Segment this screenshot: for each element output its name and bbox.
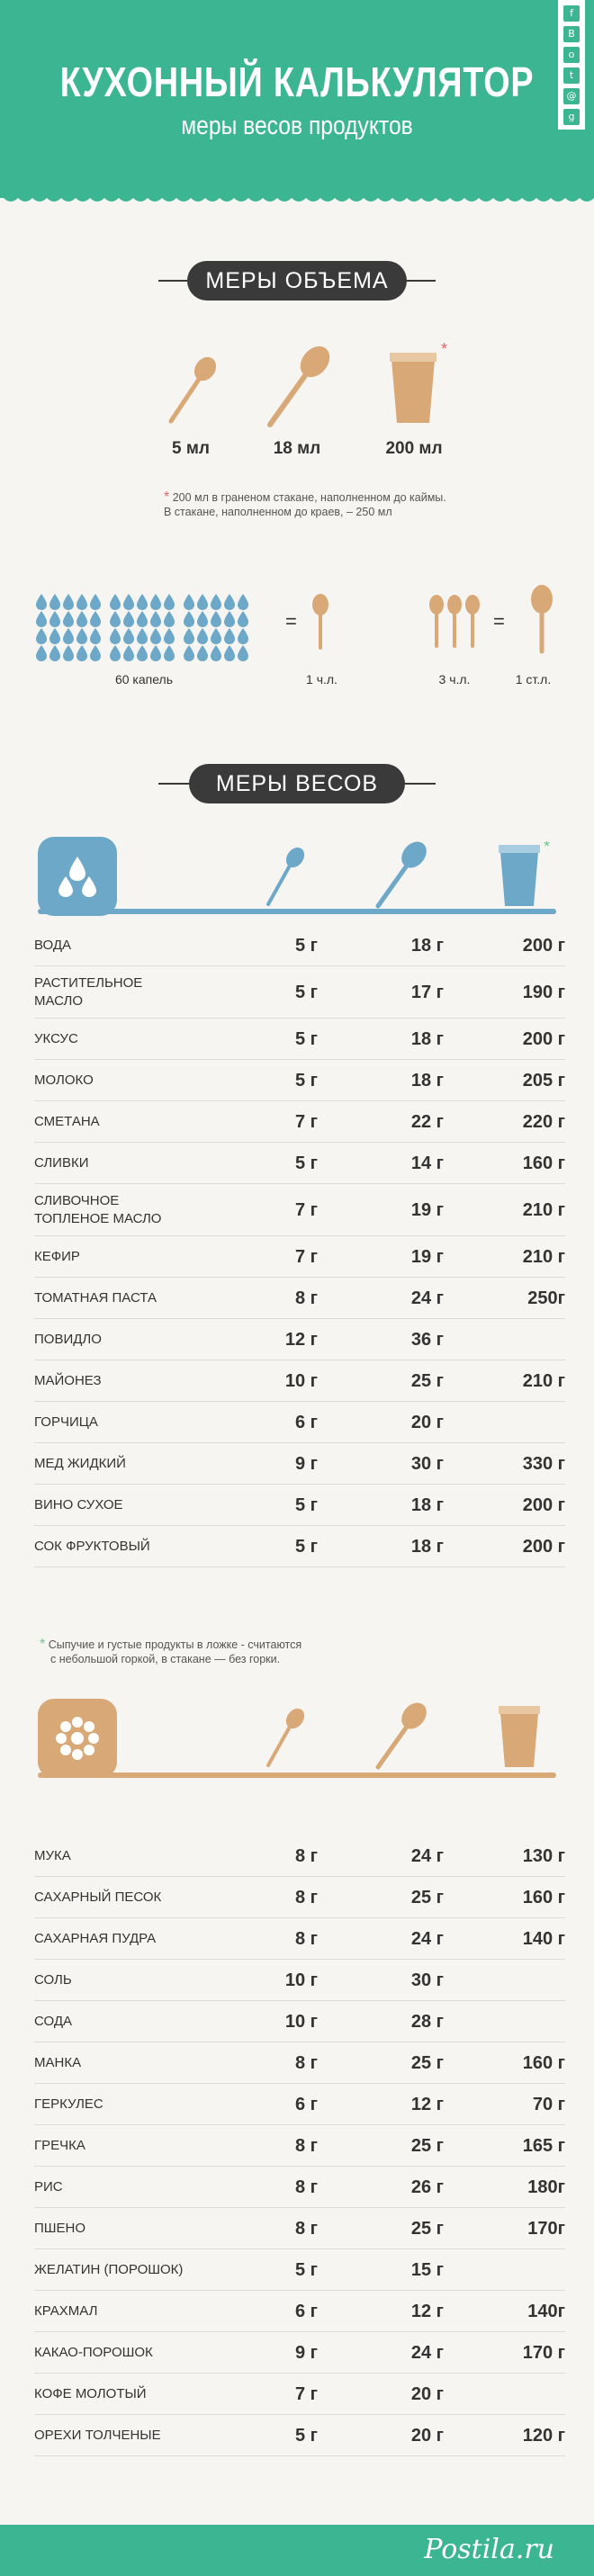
drop-mark <box>164 628 175 644</box>
tsp-weight: 6 г <box>294 2301 318 2321</box>
tbsp-weight: 25 г <box>410 1370 444 1391</box>
liquids-column-icons <box>243 841 585 913</box>
glass-weight: 160 г <box>522 2052 565 2073</box>
drop-mark <box>197 628 208 644</box>
drop-mark <box>238 645 248 661</box>
glass-weight: 140г <box>527 2301 565 2321</box>
drop-mark <box>224 645 235 661</box>
tsp-weight: 5 г <box>294 2425 318 2446</box>
drop-mark <box>76 611 87 627</box>
drop-mark <box>110 611 121 627</box>
tbsp-weight: 12 г <box>410 2301 444 2321</box>
footer-bar <box>0 2525 594 2576</box>
glass-weight <box>507 1319 565 1360</box>
table-row <box>34 1101 565 1143</box>
glass-weight: 130 г <box>522 1845 565 1866</box>
glass-weight: 250г <box>527 1288 565 1308</box>
product-name: УКСУС <box>34 1031 78 1046</box>
tbsp-weight: 18 г <box>410 1028 444 1049</box>
product-name: САХАРНАЯ ПУДРА <box>34 1931 157 1946</box>
drops-icon <box>36 594 248 661</box>
tbsp-weight: 18 г <box>410 935 444 956</box>
table-row <box>34 2208 565 2249</box>
tbsp-weight: 18 г <box>410 1070 444 1091</box>
header-wave-edge <box>0 194 594 207</box>
volume-footnote <box>164 490 461 519</box>
glass-weight: 200 г <box>522 935 565 956</box>
product-name: МАНКА <box>34 2055 82 2070</box>
drop-mark <box>238 628 248 644</box>
glass-weight <box>507 2374 565 2415</box>
dry-category-icon <box>38 1699 117 1778</box>
product-name: ВИНО СУХОЕ <box>34 1497 123 1512</box>
drop-mark <box>36 611 47 627</box>
tbsp-weight: 18 г <box>410 1536 444 1557</box>
tbsp-weight: 30 г <box>410 1453 444 1474</box>
drop-mark <box>110 645 121 661</box>
table-row <box>34 1184 565 1236</box>
glass-weight: 210 г <box>522 1370 565 1391</box>
teaspoon-icon <box>268 1705 308 1765</box>
drop-mark <box>110 594 121 610</box>
odnoklassniki-icon[interactable]: о <box>563 47 580 63</box>
table-row <box>34 2125 565 2167</box>
product-name: РИС <box>34 2179 63 2195</box>
product-name: ТОМАТНАЯ ПАСТА <box>34 1290 157 1306</box>
drop-mark <box>63 611 74 627</box>
footnote-line-2: В стакане, наполненном до краев, – 250 мл <box>164 506 392 518</box>
glass-weight: 180г <box>527 2177 565 2197</box>
tablespoon-icon <box>270 342 336 425</box>
drop-mark <box>150 628 161 644</box>
glass-weight: 205 г <box>522 1070 565 1091</box>
drop-mark <box>137 611 148 627</box>
table-row <box>34 1918 565 1960</box>
volume-section-title: МЕРЫ ОБЪЕМА <box>187 261 407 301</box>
glass-weight: 170г <box>527 2218 565 2239</box>
glass-weight: 200 г <box>522 1494 565 1515</box>
drop-mark <box>36 628 47 644</box>
drop-mark <box>211 594 221 610</box>
drop-mark <box>76 628 87 644</box>
measure-label-tsp: 5 мл <box>172 439 210 458</box>
teaspoon-icon <box>171 353 220 421</box>
drop-mark <box>50 628 60 644</box>
drop-mark <box>123 611 134 627</box>
drop-mark <box>164 645 175 661</box>
teaspoon-icon <box>312 594 328 648</box>
product-name: СОК ФРУКТОВЫЙ <box>34 1539 150 1554</box>
glass-weight: 210 г <box>522 1199 565 1220</box>
three-teaspoons-icon <box>429 595 480 646</box>
social-share-bar <box>558 0 585 130</box>
table-row <box>34 1443 565 1485</box>
drop-mark <box>197 594 208 610</box>
tsp-weight: 5 г <box>294 982 318 1002</box>
page-title: КУХОННЫЙ КАЛЬКУЛЯТОР <box>59 58 535 105</box>
mailru-icon[interactable]: @ <box>563 88 580 104</box>
tbsp-weight: 22 г <box>410 1111 444 1132</box>
product-name: КЕФИР <box>34 1249 80 1264</box>
table-row <box>34 925 565 966</box>
table-row <box>34 1526 565 1567</box>
tbsp-weight: 20 г <box>410 2383 444 2404</box>
table-row <box>34 2249 565 2291</box>
product-name: ГОРЧИЦА <box>34 1414 98 1430</box>
tsp-weight: 5 г <box>294 935 318 956</box>
product-name: ВОДА <box>34 938 72 953</box>
drop-mark <box>123 628 134 644</box>
drop-mark <box>110 628 121 644</box>
tbsp-weight: 12 г <box>410 2094 444 2114</box>
drop-mark <box>137 645 148 661</box>
tsp-weight: 9 г <box>294 2342 318 2363</box>
tbsp-weight: 25 г <box>410 1887 444 1907</box>
brand-logo[interactable]: Postila.ru <box>424 2534 554 2565</box>
tsp-weight: 8 г <box>294 2135 318 2156</box>
footnote-line-1: Сыпучие и густые продукты в ложке - считаются <box>48 1638 302 1651</box>
drop-mark <box>211 645 221 661</box>
table-row <box>34 1960 565 2001</box>
drop-mark <box>90 628 101 644</box>
liquid-category-icon <box>38 837 117 916</box>
product-name: МУКА <box>34 1848 71 1863</box>
tbsp-weight: 25 г <box>410 2135 444 2156</box>
drop-mark <box>90 594 101 610</box>
tablespoon-icon <box>378 1702 431 1767</box>
glass-weight: 190 г <box>522 982 565 1002</box>
glass-weight: 200 г <box>522 1028 565 1049</box>
drop-mark <box>238 594 248 610</box>
drop-mark <box>164 594 175 610</box>
row-divider <box>34 2455 565 2456</box>
drop-mark <box>184 594 194 610</box>
vk-icon[interactable]: В <box>563 26 580 42</box>
table-row <box>34 1278 565 1319</box>
drop-mark <box>224 594 235 610</box>
tbsp-weight: 24 г <box>410 2342 444 2363</box>
drop-mark <box>224 611 235 627</box>
drop-mark <box>184 628 194 644</box>
drop-mark <box>90 645 101 661</box>
measure-label-tbsp: 18 мл <box>273 439 321 458</box>
tbsp-weight: 19 г <box>410 1199 444 1220</box>
drop-mark <box>238 611 248 627</box>
footnote-line-1: 200 мл в граненом стакане, наполненном до каймы. <box>172 491 446 504</box>
table-row <box>34 2167 565 2208</box>
product-name: СМЕТАНА <box>34 1114 100 1129</box>
product-name: ПШЕНО <box>34 2221 86 2236</box>
asterisk-mark: * <box>544 841 551 856</box>
table-row <box>34 1402 565 1443</box>
dry-column-icons <box>243 1702 585 1774</box>
table-row <box>34 1877 565 1918</box>
glass-weight: 165 г <box>522 2135 565 2156</box>
table-row <box>34 1236 565 1278</box>
tbsp-weight: 14 г <box>410 1153 444 1173</box>
product-name: СЛИВОЧНОЕ ТОПЛЕНОЕ МАСЛО <box>34 1193 162 1226</box>
facebook-icon[interactable]: f <box>563 5 580 22</box>
glass-weight <box>507 1402 565 1443</box>
weights-section-title: МЕРЫ ВЕСОВ <box>189 764 405 803</box>
glass-weight: 120 г <box>522 2425 565 2446</box>
drop-mark <box>211 611 221 627</box>
asterisk-mark: * <box>441 342 448 358</box>
tbsp-weight: 17 г <box>410 982 444 1002</box>
three-tsp-label: 3 ч.л. <box>438 672 471 687</box>
tsp-weight: 8 г <box>294 1288 318 1308</box>
tsp-weight: 8 г <box>294 2177 318 2197</box>
product-name: СОЛЬ <box>34 1972 72 1988</box>
table-row <box>34 2042 565 2084</box>
table-row <box>34 2332 565 2374</box>
tablespoon-icon <box>378 841 431 906</box>
glass-icon <box>499 845 540 906</box>
tsp-weight: 5 г <box>294 1494 318 1515</box>
tbsp-weight: 20 г <box>410 1412 444 1432</box>
drop-mark <box>63 628 74 644</box>
drop-mark <box>63 594 74 610</box>
tsp-weight: 8 г <box>294 2052 318 2073</box>
tsp-weight: 12 г <box>284 1329 318 1350</box>
drop-mark <box>224 628 235 644</box>
drops-equivalence-illustration <box>36 576 567 666</box>
tbsp-weight: 18 г <box>410 1494 444 1515</box>
drop-mark <box>197 645 208 661</box>
tsp-equiv-label: 1 ч.л. <box>306 672 338 687</box>
tsp-weight: 10 г <box>284 1370 318 1391</box>
drop-mark <box>184 645 194 661</box>
volume-measures-illustration <box>135 342 459 441</box>
drop-mark <box>76 645 87 661</box>
product-name: ЖЕЛАТИН (ПОРОШОК) <box>34 2262 184 2277</box>
tbsp-weight: 20 г <box>410 2425 444 2446</box>
drop-mark <box>150 594 161 610</box>
table-row <box>34 1019 565 1060</box>
tbsp-weight: 19 г <box>410 1246 444 1267</box>
tsp-weight: 8 г <box>294 1845 318 1866</box>
table-row <box>34 1143 565 1184</box>
tsp-weight: 7 г <box>294 1246 318 1267</box>
page-subtitle: меры весов продуктов <box>181 112 413 140</box>
measure-label-glass: 200 мл <box>385 439 443 458</box>
product-name: МЕД ЖИДКИЙ <box>34 1456 126 1471</box>
tbsp-weight: 24 г <box>410 1288 444 1308</box>
table-row <box>34 2415 565 2456</box>
drop-mark <box>50 611 60 627</box>
water-drops-icon <box>38 837 117 916</box>
twitter-icon[interactable]: t <box>563 67 580 84</box>
product-name: СОДА <box>34 2014 73 2029</box>
drop-mark <box>90 611 101 627</box>
tsp-weight: 9 г <box>294 1453 318 1474</box>
tbsp-weight: 25 г <box>410 2052 444 2073</box>
tbsp-weight: 24 г <box>410 1845 444 1866</box>
drop-mark <box>50 594 60 610</box>
grains-icon <box>38 1699 117 1778</box>
tsp-weight: 8 г <box>294 2218 318 2239</box>
glass-weight <box>507 1960 565 2001</box>
tbsp-weight: 36 г <box>410 1329 444 1350</box>
drop-mark <box>63 645 74 661</box>
weights-footnote <box>40 1638 400 1666</box>
drop-mark <box>36 594 47 610</box>
google-plus-icon[interactable]: g <box>563 109 580 125</box>
tsp-weight: 7 г <box>294 1111 318 1132</box>
glass-weight: 160 г <box>522 1887 565 1907</box>
drops-label: 60 капель <box>114 672 174 687</box>
table-row <box>34 2084 565 2125</box>
tsp-weight: 5 г <box>294 1028 318 1049</box>
product-name: ОРЕХИ ТОЛЧЕНЫЕ <box>34 2428 161 2443</box>
tsp-weight: 6 г <box>294 2094 318 2114</box>
glass-weight <box>507 2001 565 2042</box>
row-divider <box>34 1566 565 1567</box>
table-row <box>34 1060 565 1101</box>
product-name: СЛИВКИ <box>34 1155 89 1171</box>
product-name: ПОВИДЛО <box>34 1332 102 1347</box>
drop-mark <box>137 594 148 610</box>
tsp-weight: 6 г <box>294 1412 318 1432</box>
teaspoon-icon <box>268 844 308 904</box>
tsp-weight: 5 г <box>294 1153 318 1173</box>
table-row <box>34 1836 565 1877</box>
tbsp-weight: 24 г <box>410 1928 444 1949</box>
table-row <box>34 2291 565 2332</box>
glass-weight: 140 г <box>522 1928 565 1949</box>
drop-mark <box>164 611 175 627</box>
equals-sign-1: = <box>285 610 297 633</box>
tbsp-weight: 30 г <box>410 1970 444 1990</box>
tbsp-equiv-label: 1 ст.л. <box>515 672 552 687</box>
glass-weight: 330 г <box>522 1453 565 1474</box>
product-name: МАЙОНЕЗ <box>34 1373 102 1388</box>
glass-weight: 210 г <box>522 1246 565 1267</box>
glass-weight: 170 г <box>522 2342 565 2363</box>
drop-mark <box>76 594 87 610</box>
product-name: ГЕРКУЛЕС <box>34 2096 104 2112</box>
product-name: КАКАО-ПОРОШОК <box>34 2345 153 2360</box>
glass-icon <box>390 353 436 423</box>
tbsp-weight: 26 г <box>410 2177 444 2197</box>
product-name: ГРЕЧКА <box>34 2138 86 2153</box>
glass-weight: 200 г <box>522 1536 565 1557</box>
tsp-weight: 5 г <box>294 1536 318 1557</box>
drop-mark <box>50 645 60 661</box>
table-row <box>34 2001 565 2042</box>
product-name: КОФЕ МОЛОТЫЙ <box>34 2386 147 2401</box>
tsp-weight: 10 г <box>284 2011 318 2032</box>
drop-mark <box>123 645 134 661</box>
drop-mark <box>150 645 161 661</box>
glass-weight: 70 г <box>532 2094 565 2114</box>
tsp-weight: 5 г <box>294 1070 318 1091</box>
table-row <box>34 966 565 1019</box>
tsp-weight: 8 г <box>294 1928 318 1949</box>
footnote-star: * <box>164 489 170 505</box>
drop-mark <box>137 628 148 644</box>
table-row <box>34 2374 565 2415</box>
tbsp-weight: 15 г <box>410 2259 444 2280</box>
footnote-star: * <box>40 1637 46 1652</box>
equals-sign-2: = <box>493 610 505 633</box>
drop-mark <box>123 594 134 610</box>
footnote-line-2: с небольшой горкой, в стакане — без горки. <box>50 1653 281 1665</box>
table-row <box>34 1485 565 1526</box>
product-name: САХАРНЫЙ ПЕСОК <box>34 1889 162 1905</box>
glass-weight: 160 г <box>522 1153 565 1173</box>
tbsp-weight: 25 г <box>410 2218 444 2239</box>
drop-mark <box>197 611 208 627</box>
glass-weight: 220 г <box>522 1111 565 1132</box>
tsp-weight: 10 г <box>284 1970 318 1990</box>
tsp-weight: 5 г <box>294 2259 318 2280</box>
product-name: КРАХМАЛ <box>34 2303 98 2319</box>
table-row <box>34 1360 565 1402</box>
drop-mark <box>184 611 194 627</box>
tsp-weight: 8 г <box>294 1887 318 1907</box>
product-name: РАСТИТЕЛЬНОЕ МАСЛО <box>34 975 143 1009</box>
tbsp-weight: 28 г <box>410 2011 444 2032</box>
drop-mark <box>36 645 47 661</box>
glass-icon <box>499 1706 540 1767</box>
table-row <box>34 1319 565 1360</box>
glass-weight <box>507 2249 565 2291</box>
drop-mark <box>211 628 221 644</box>
tsp-weight: 7 г <box>294 2383 318 2404</box>
header-banner <box>0 0 594 198</box>
tsp-weight: 7 г <box>294 1199 318 1220</box>
product-name: МОЛОКО <box>34 1073 94 1088</box>
drop-mark <box>150 611 161 627</box>
tablespoon-icon <box>531 585 553 651</box>
